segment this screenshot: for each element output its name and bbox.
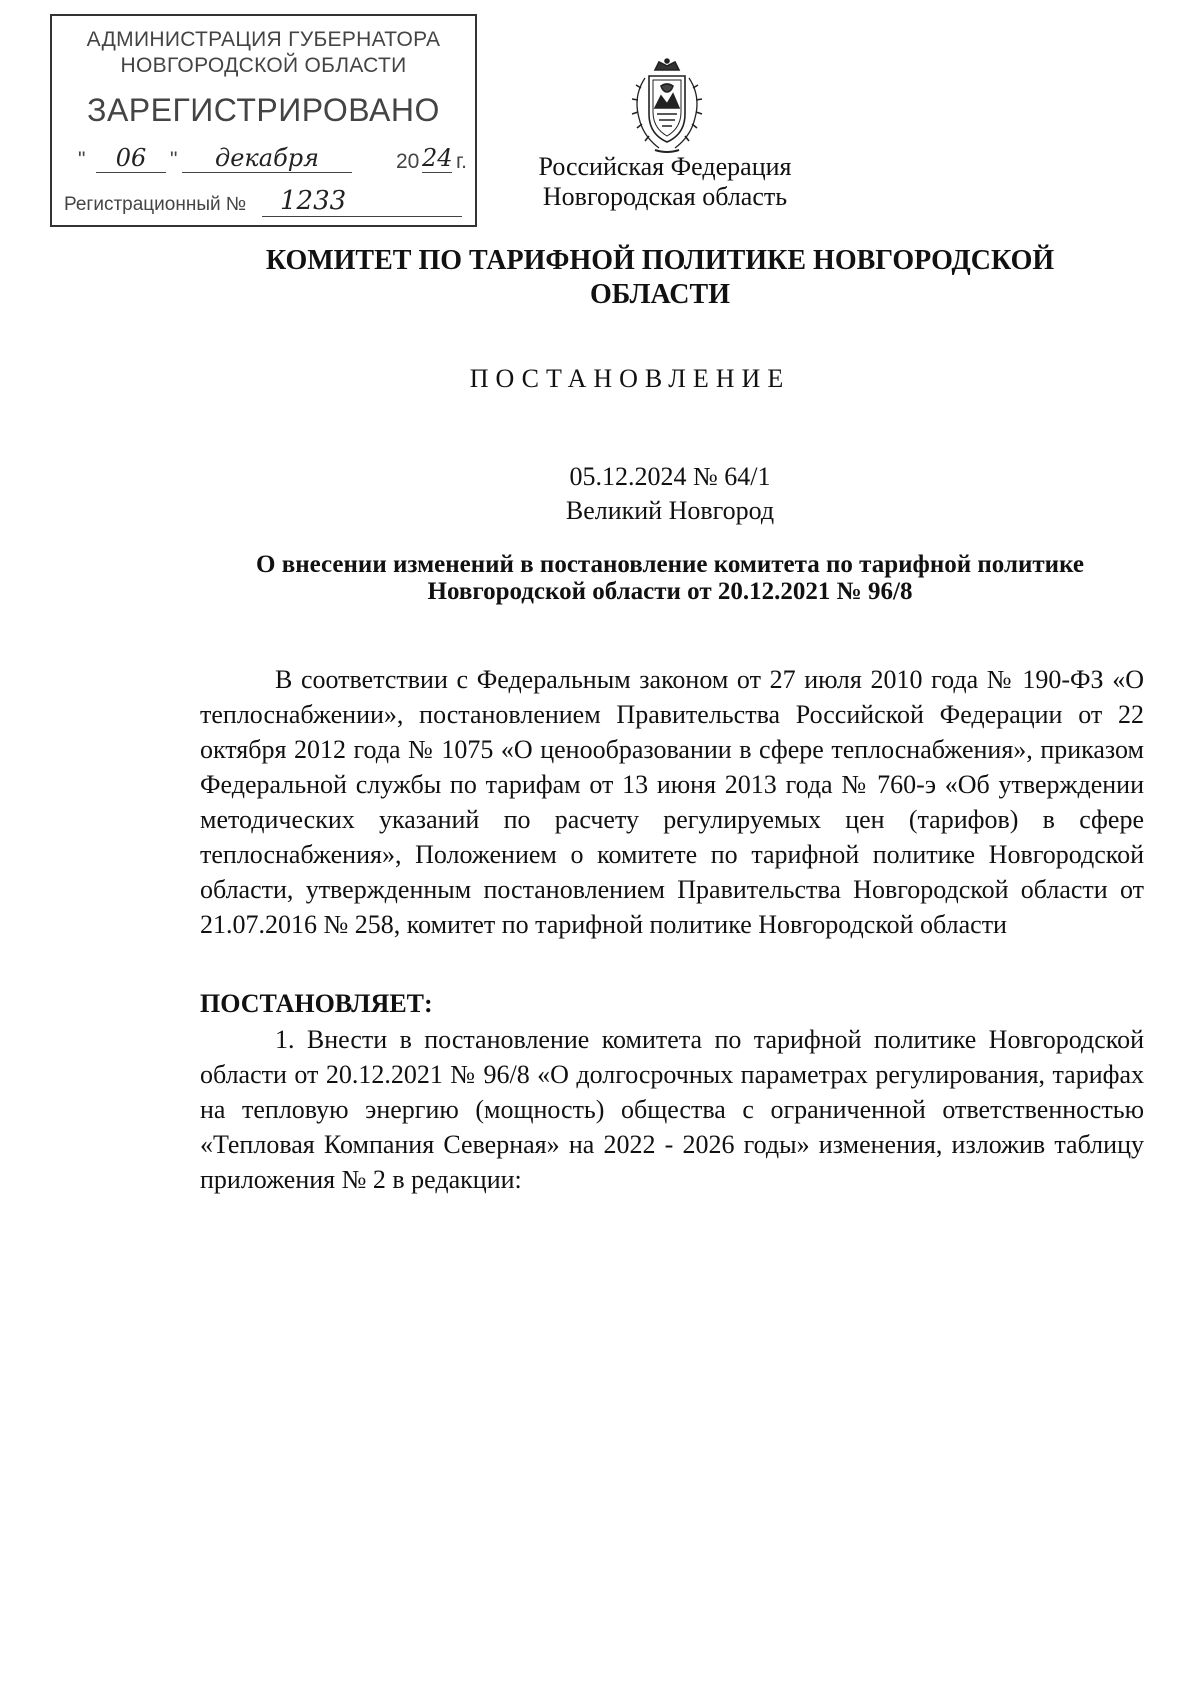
coat-of-arms-icon [625, 56, 709, 156]
document-type: ПОСТАНОВЛЕНИЕ [469, 364, 791, 393]
stamp-date-row [78, 144, 467, 184]
stamp-registered-label: ЗАРЕГИСТРИРОВАНО [87, 92, 440, 128]
stamp-org-line1: АДМИНИСТРАЦИЯ ГУБЕРНАТОРА [86, 28, 441, 51]
stamp-number-row [64, 186, 464, 220]
state-header [530, 152, 800, 212]
document-city: Великий Новгород [565, 496, 775, 525]
document-subject: О внесении изменений в постановление комитета по тарифной политике Новгородской области от 20.12.2021 № 96/8 [256, 551, 1084, 605]
document-date-number: 05.12.2024 № 64/1 [569, 462, 771, 491]
stamp-month: декабря [182, 144, 352, 173]
stamp-quote-open: " [78, 148, 86, 171]
stamp-day: 06 [96, 144, 166, 173]
stamp-quote-close: " [170, 148, 178, 171]
committee-title: КОМИТЕТ ПО ТАРИФНОЙ ПОЛИТИКЕ НОВГОРОДСКОЙ ОБЛАСТИ [265, 245, 1055, 310]
registration-stamp [50, 14, 477, 227]
body-paragraph-1: В соответствии с Федеральным законом от 27 июля 2010 года № 190-ФЗ «О теплоснабжении», постановлением Правительства Российской Федерации от 22 октября 2012 года № 1075 «О ценообразовании в сфере теплоснабжения», приказом Федеральной службы по тарифам от 13 июня 2013 года № 760-э «Об утверждении методических указаний по расчету регулируемых цен (тарифов) в сфере теплоснабжения», Положением о комитете по тарифной политике Новгородской области, утвержденным постановлением Правительства Новгородской области от 21.07.2016 № 258, комитет по тарифной политике Новгородской области [200, 665, 1144, 939]
resolves-heading: ПОСТАНОВЛЯЕТ: [200, 989, 433, 1018]
country-name: Российская Федерация [538, 152, 792, 181]
document-meta [520, 460, 820, 528]
stamp-org-line2: НОВГОРОДСКОЙ ОБЛАСТИ [120, 54, 407, 77]
region-name: Новгородская область [542, 182, 788, 211]
stamp-year: 24 [422, 144, 453, 172]
body-paragraph-2: 1. Внести в постановление комитета по тарифной политике Новгородской области от 20.12.2021 № 96/8 «О долгосрочных параметрах регулирования, тарифах на тепловую энергию (мощность) общества с ограниченной ответственностью «Тепловая Компания Северная» на 2022 - 2026 годы» изменения, изложив таблицу приложения № 2 в редакции: [200, 1025, 1144, 1194]
stamp-number-value: 1233 [280, 186, 347, 216]
stamp-year-suffix: г. [456, 150, 467, 173]
stamp-number-line [262, 186, 462, 217]
stamp-century: 20 [396, 150, 420, 173]
stamp-number-label: Регистрационный № [64, 194, 247, 215]
